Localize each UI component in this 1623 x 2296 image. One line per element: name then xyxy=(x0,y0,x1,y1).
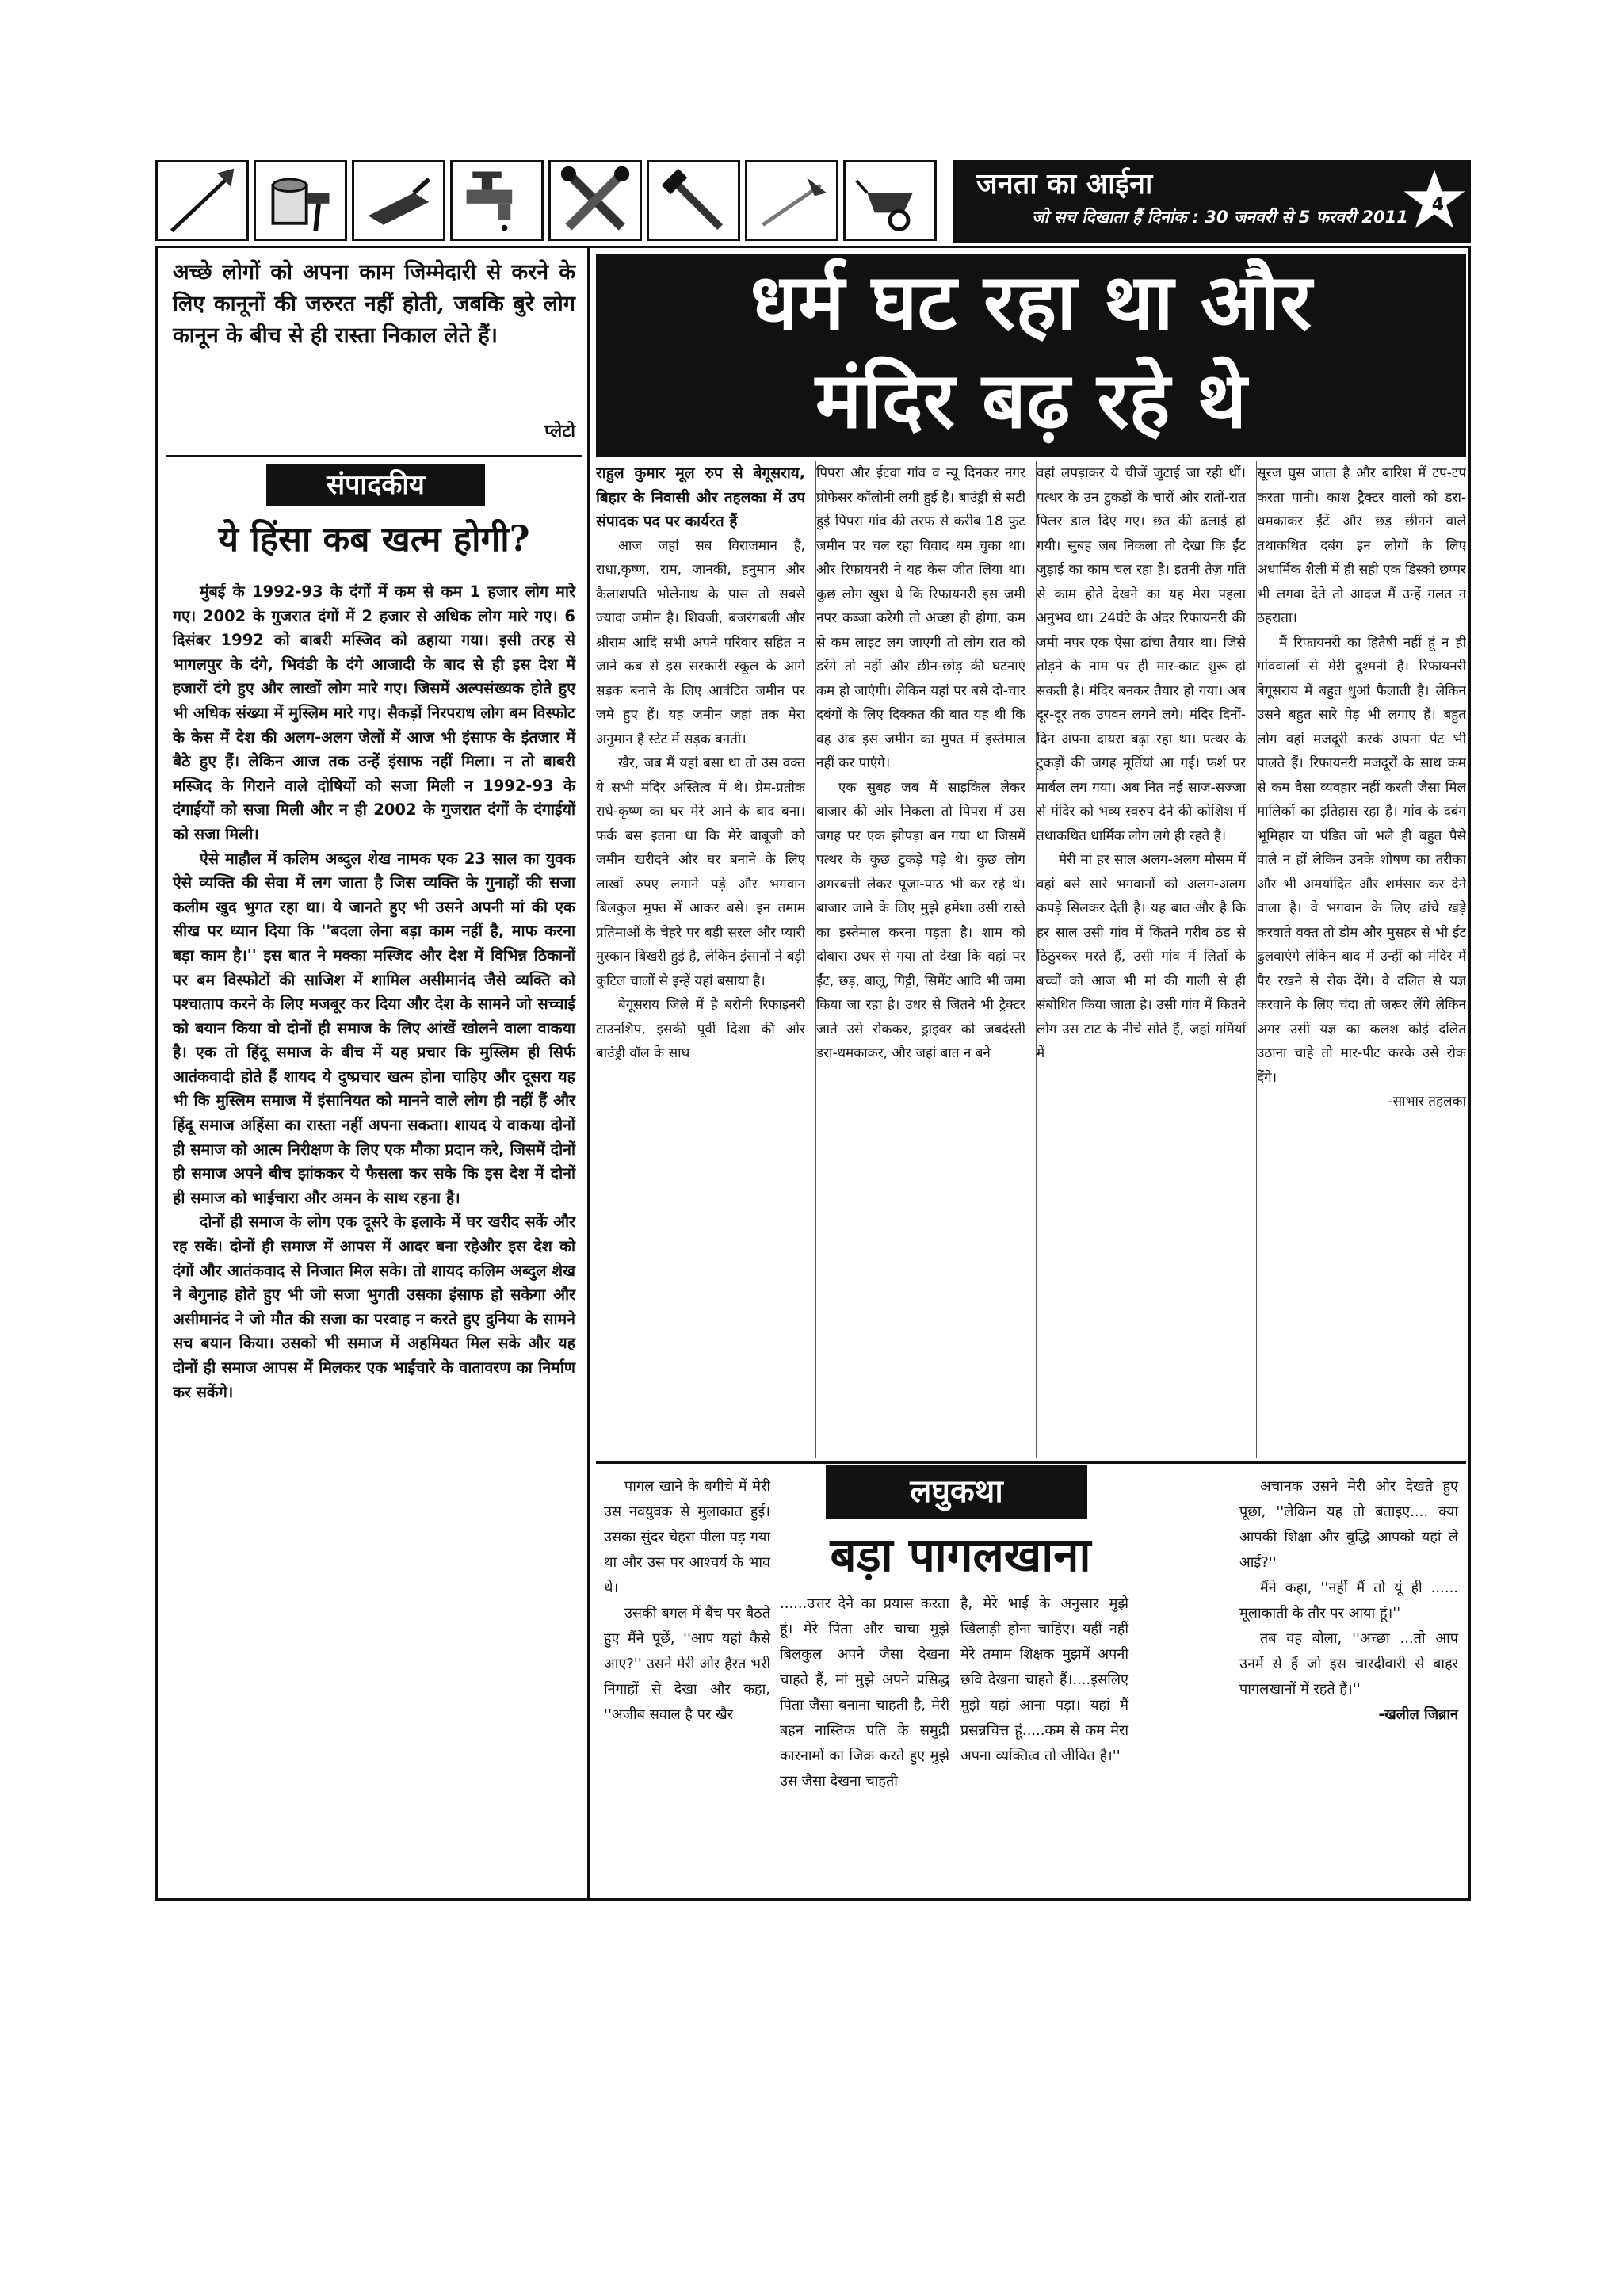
headline-line: धर्म घट रहा था और xyxy=(750,257,1312,348)
paragraph: ऐसे माहौल में कलिम अब्दुल शेख नामक एक 23 साल का युवक ऐसे व्यक्ति की सेवा में लग जाता है जिस व्यक्ति के गुनाहों की सजा कलीम खुद भुगत रहा था। ये जानते हुए भी उसने अपनी मां की एक सीख पर ध्यान दिया कि ''बदला लेना बड़ा काम नहीं है, माफ करना बड़ा काम है।'' इस बात ने मक्का मस्जिद और देश में विभिन्न ठिकानों पर बम विस्फोटों की साजिश में शामिल असीमानंद जैसे व्यक्ति को पश्चाताप करने के लिए मजबूर कर दिया और देश के सामने जो सच्चाई को बयान किया वो दोनों ही समाज के लिए आंखें खोलने वाला वाकया है। एक तो हिंदू समाज के बीच में यह प्रचार कि मुस्लिम ही सिर्फ आतंकवादी होते हैं शायद ये दुष्प्रचार खत्म होना चाहिए और दूसरा यह भी कि मुस्लिम समाज में इंसानियत को मानने वाले लोग ही नहीं हैं और हिंदू समाज अहिंसा का रास्ता नहीं अपना सकता। शायद ये वाकया दोनों ही समाज को आत्म निरीक्षण के लिए एक मौका प्रदान करे, जिसमें दोनों ही समाज अपने बीच झांककर ये फैसला कर सके कि इस देश में दोनों ही समाज को भाईचारा और अमन के साथ रहना है। xyxy=(173,849,575,1207)
main-headline xyxy=(596,254,1466,457)
story-title: बड़ा पागलखाना xyxy=(830,1528,1091,1582)
story-part-2: ......उत्तर देने का प्रयास करता हूं। मेरे पिता और चाचा मुझे बिलकुल अपने जैसा देखना चाहते हैं, मां मुझे अपने प्रसिद्ध पिता जैसा बनाना चाहती है, मेरी बहन नास्तिक पति के समुद्री कारनामों का जिक्र करते हुए मुझे उस जैसा देखना चाहती xyxy=(780,1595,949,1790)
divider xyxy=(166,455,582,457)
page-number: 4 xyxy=(1431,195,1444,215)
article-column-1 xyxy=(596,461,805,1458)
article-column-2 xyxy=(816,461,1025,1458)
paragraph: पिपरा और ईटवा गांव व न्यू दिनकर नगर प्रोफेसर कॉलोनी लगी हुई है। बाउंड्री से सटी हुई पिपरा गांव की तरफ से करीब 18 फुट जमीन पर चल रहा विवाद थम चुका था। और रिफायनरी ने यह केस जीत लिया था। कुछ लोग खुश थे कि रिफायनरी इस जमी नपर कब्जा करेगी तो अच्छा ही होगा, कम से कम लाइट लग जाएगी तो लोग रात को डरेंगे तो नहीं और छीन-छोड़ की घटनाएं कम हो जाएंगी। लेकिन यहां पर बसे दो-चार दबंगों के लिए दिक्कत की बात यह थी कि वह अब इस जमीन का मुफ्त में इस्तेमाल नहीं कर पाएंगे। xyxy=(816,465,1025,771)
story-label: लघुकथा xyxy=(826,1465,1087,1519)
article-column-4 xyxy=(1257,461,1466,1458)
paper-name: जनता का आईना xyxy=(976,167,1153,201)
paragraph: पागल खाने के बगीचे में मेरी उस नवयुवक से मुलाकात हुई। उसका सुंदर चेहरा पीला पड़ गया था और उस पर आश्चर्य के भाव थे। xyxy=(604,1478,770,1596)
paragraph: मुंबई के 1992-93 के दंगों में कम से कम 1 हजार लोग मारे गए। 2002 के गुजरात दंगों में 2 हजार से अधिक लोग मारे गए। 6 दिसंबर 1992 को बाबरी मस्जिद को ढहाया गया। इसी तरह से भागलपुर के दंगे, भिवंडी के दंगे आजादी के बाद से ही इस देश में हजारों दंगे हुए और लाखों लोग मारे गए। जिसमें अल्पसंख्यक होते हुए भी अधिक संख्या में मुस्लिम मारे गए। सैकड़ों निरपराध लोग बम विस्फोट के केस में देश की अलग-अलग जेलों में आज भी इंसाफ के इंतजार में बैठे हुए हैं। लेकिन आज तक उन्हें इंसाफ नहीं मिला। न तो बाबरी मस्जिद के गिराने वाले दोषियों को सजा मिली न 1992-93 के दंगाईयों को सजा मिली और न ही 2002 के गुजरात दंगों के दंगाईयों को सजा मिली। xyxy=(173,583,575,843)
paragraph: वहां लपड़ाकर ये चीजें जुटाई जा रही थीं। पत्थर के उन टुकड़ों के चारों ओर रातों-रात पिलर डाल दिए गए। छत की ढलाई हो गयी। सुबह जब निकला तो देखा कि ईंट जुड़ाई का काम चल रहा है। इतनी तेज़ गति से काम होते देखने का यह मेरा पहला अनुभव था। 24घंटे के अंदर रिफायनरी की जमी नपर एक ऐसा ढांचा तैयार था। जिसे तोड़ने के नाम पर ही मार-काट शुरू हो सकती है। मंदिर बनकर तैयार हो गया। अब दूर-दूर तक उपवन लगने लगे। मंदिर दिनों-दिन अपना दायरा बढ़ा रहा था। पत्थर के टुकड़ों की जगह मूर्तियां आ गईं। फर्श पर मार्बल लग गया। अब नित नई साज-सज्जा से मंदिर को भव्य स्वरुप देने की कोशिश में तथाकथित धार्मिक लोग लगे ही रहते हैं। xyxy=(1037,465,1246,844)
paint-bucket-icon xyxy=(254,160,347,241)
story-part-1 xyxy=(604,1474,770,1728)
paragraph: मैंने कहा, ''नहीं मैं तो यूं ही ...... मूलाकाती के तौर पर आया हूं।'' xyxy=(1239,1580,1458,1622)
pickaxe-icon xyxy=(745,160,838,241)
paragraph: एक सुबह जब मैं साइकिल लेकर बाजार की ओर निकला तो पिपरा में उस जगह पर एक झोपड़ा बन गया था जिसमें पत्थर के कुछ टुकड़े पड़े थे। कुछ लोग अगरबत्ती लेकर पूजा-पाठ भी कर रहे थे। बाजार जाने के लिए मुझे हमेशा उसी रास्ते का इस्तेमाल करना पड़ता है। शाम को दोबारा उधर से गया तो देखा कि वहां पर ईंट, छड़, बालू, गिट्टी, सिमेंट आदि भी जमा किया जा रहा है। उधर से जितने भी ट्रैक्टर जाते उसे रोककर, ड्राइवर को जबर्दस्ती डरा-धमकाकर, और जहां बात न बने xyxy=(816,779,1025,1061)
paragraph: मैं रिफायनरी का हितैषी नहीं हूं न ही गांववालों से मेरी दुश्मनी है। रिफायनरी बेगूसराय में बहुत धुआं फैलाती है। लेकिन उसने बहुत सारे पेड़ भी लगाए हैं। बहुत लोग वहां मजदूरी करके अपना पेट भी पालते हैं। रिफायनरी मजदूरों के साथ कम से कम वैसा व्यवहार नहीं करती जैसा मिल मालिकों का इतिहास रहा है। गांव के दबंग भूमिहार या पंडित जो भले ही बहुत पैसे वाले न हों लेकिन उनके शोषण का तरीका और भी अमर्यादित और शर्मसार कर देने वाला है। वे भगवान के लिए ढांचे खड़े करवाते वक्त तो डोम और मुसहर से भी ईंट ढुलवाएंगे लेकिन बाद में उन्हीं को मंदिर में पैर रखने से रोक देंगे। वे दलित से यज्ञ करवाने के लिए चंदा तो जरूर लेंगे लेकिन अगर उसी यज्ञ का कलश कोई दलित उठाना चाहे तो मार-पीट करके उसे रोक देंगे। xyxy=(1257,634,1466,1086)
article-credit: -साभार तहलका xyxy=(1388,1094,1466,1110)
headline-line: मंदिर बढ़ रहे थे xyxy=(815,355,1247,446)
paragraph: अचानक उसने मेरी ओर देखते हुए पूछा, ''लेकिन यह तो बताइए.... क्या आपकी शिक्षा और बुद्धि आपको यहां ले आई?'' xyxy=(1239,1478,1458,1571)
paragraph: उसकी बगल में बैंच पर बैठते हुए मैंने पूछें, ''आप यहां कैसे आए?'' उसने मेरी ओर हैरत भरी निगाहों से देखा और कहा, ''अजीब सवाल है पर खैर xyxy=(604,1605,770,1723)
masthead xyxy=(953,160,1471,243)
paragraph: बेगूसराय जिले में है बरौनी रिफाइनरी टाउनशिप, इसकी पूर्वी दिशा की ओर बाउंड्री वॉल के साथ xyxy=(596,997,805,1061)
editorial-label: संपादकीय xyxy=(266,464,485,506)
paragraph: दोनों ही समाज के लोग एक दूसरे के इलाके में घर खरीद सकें और रह सकें। दोनों ही समाज में आपस में आदर बना रहेऔर इस देश को दंगों और आतंकवाद से निजात मिल सके। तो शायद कलिम अब्दुल शेख ने बेगुनाह होते हुए भी जो सजा भुगती उसका इंसाफ हो सकेगा और असीमानंद ने जो मौत की सजा का परवाह न करते हुए दुनिया के सामने सच बयान किया। उसको भी समाज में अहमियत मिल सके और यह दोनों ही समाज आपस में मिलकर एक भाईचारे के वातावरण का निर्माण कर सकेंगे। xyxy=(173,1213,575,1401)
hoe-icon xyxy=(155,160,249,241)
column-divider xyxy=(587,246,590,1901)
tap-icon xyxy=(450,160,544,241)
editorial-body xyxy=(173,580,575,1404)
pipe-wrench-icon xyxy=(647,160,740,241)
editorial-headline: ये हिंसा कब खत्म होगी? xyxy=(218,519,530,560)
byline: राहुल कुमार मूल रुप से बेगूसराय, बिहार के निवासी और तहलका में उप संपादक पद पर कार्यरत हैं xyxy=(596,464,805,530)
paragraph: सूरज घुस जाता है और बारिश में टप-टप करता पानी। काश ट्रैक्टर वालों को डरा-धमकाकर ईंटें और छड़ छीनने वाले तथाकथित दबंग इन लोगों के लिए अधार्मिक शैली में ही सही एक डिस्को छप्पर भी लगवा देते तो आदज मैं उन्हें गलत न ठहराता। xyxy=(1257,465,1466,626)
article-columns xyxy=(596,461,1466,1458)
quote-text: अच्छे लोगों को अपना काम जिम्मेदारी से करने के लिए कानूनों की जरुरत नहीं होती, जबकि बुरे लोग कानून के बीच से ही रास्ता निकाल लेते हैं। xyxy=(173,260,575,348)
tagline-date: जो सच दिखाता हैं दिनांक : 30 जनवरी से 5 फरवरी 2011 xyxy=(1032,208,1408,227)
quote-author: प्लेटो xyxy=(544,422,575,441)
story-author: -खलील जिब्रान xyxy=(1378,1706,1458,1723)
page-header xyxy=(155,160,1471,243)
paragraph: आज जहां सब विराजमान हैं, राधा,कृष्ण, राम, जानकी, हनुमान और कैलाशपति भोलेनाथ के पास तो सबसे ज्यादा जमीन है। शिवजी, बजरंगबली और श्रीराम आदि सभी अपने परिवार सहित न जाने कब से इस सरकारी स्कूल के आगे सड़क बनाने के लिए आवंटित जमीन पर जमे हुए हैं। यह जमीन जहां तक मेरा अनुमान है स्टेट में सड़क बनती। xyxy=(596,537,805,747)
wheelbarrow-icon xyxy=(843,160,937,241)
article-column-3 xyxy=(1037,461,1246,1458)
divider xyxy=(596,1461,1466,1464)
paragraph: खैर, जब मैं यहां बसा था तो उस वक्त ये सभी मंदिर अस्तित्व में थे। प्रेम-प्रतीक राधे-कृष्ण का घर मेरे आने के बाद बना। फर्क बस इतना था कि मेरे बाबूजी को जमीन खरीदने और घर बनाने के लिए लाखों रुपए लगाने पड़े और भगवान बिलकुल मुफ्त में आकर बसे। इन तमाम प्रतिमाओं के चेहरे पर बड़ी सरल और प्यारी मुस्कान बिखरी हुई है, लेकिन इंसानों ने बड़ी कुटिल चालों से इन्हें यहां बसाया है। xyxy=(596,755,805,989)
trowel-icon xyxy=(352,160,445,241)
story-part-3: है, मेरे भाई के अनुसार मुझे खिलाड़ी होना चाहिए। यहीं नहीं मेरे तमाम शिक्षक मुझमें अपनी छवि देखना चाहते हैं।....इसलिए मुझे यहां आना पड़ा। यहां मैं प्रसन्नचित्त हूं.....कम से कम मेरा अपना व्यक्तित्व तो जीवित है।'' xyxy=(960,1595,1128,1764)
paragraph: मेरी मां हर साल अलग-अलग मौसम में वहां बसे सारे भगवानों को अलग-अलग कपड़े सिलकर देती है। यह बात और है कि हर साल उसी गांव में कितने गरीब ठंड से ठिठुरकर मरते हैं, उसी गांव में लितों के बच्चों को आज भी मां की गाली से ही संबोधित किया जाता है। उसी गांव में कितने लोग उस टाट के नीचे सोते हैं, जहां गर्मियों में xyxy=(1037,852,1246,1061)
newspaper-page xyxy=(155,160,1471,1901)
story-part-4 xyxy=(1138,1474,1458,1728)
paragraph: तब वह बोला, ''अच्छा ...तो आप उनमें से हैं जो इस चारदीवारी से बाहर पागलखानों में रहते हैं।'' xyxy=(1239,1630,1458,1698)
wrench-cross-icon xyxy=(548,160,642,241)
